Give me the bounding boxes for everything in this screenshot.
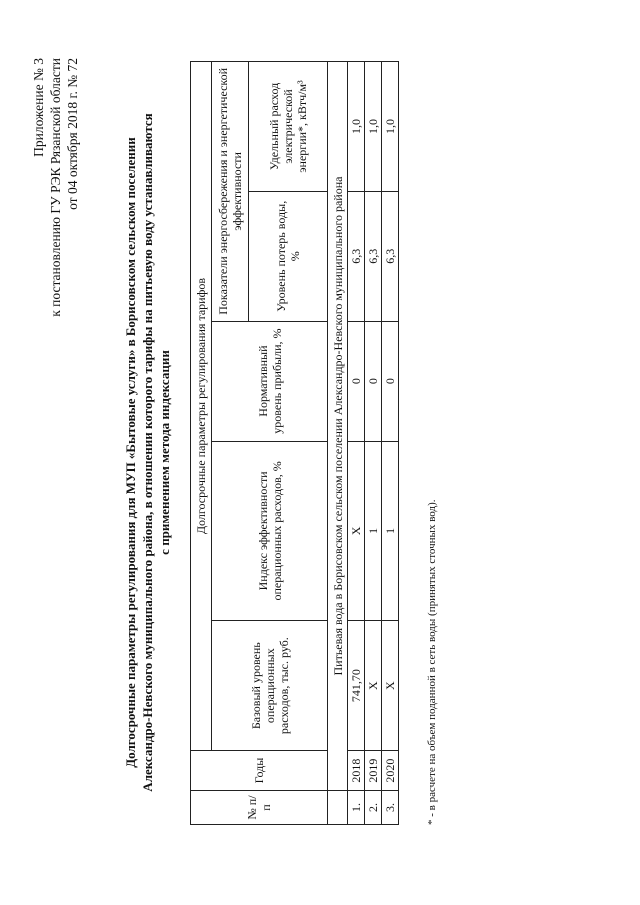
cell-energy-use: 1,0 [365, 62, 382, 192]
cell-num: 2. [365, 791, 382, 825]
appendix-block [30, 58, 81, 317]
title-line-2: Александро-Невского муниципального района, в отношении которого тарифы на питьевую воду устанавливаются [140, 113, 155, 792]
header-efficiency-index: Индекс эффективности операционных расходов, % [212, 441, 328, 621]
cell-energy-use: 1,0 [348, 62, 365, 192]
cell-profit-level: 0 [365, 321, 382, 441]
cell-base-level: 741,70 [348, 621, 365, 751]
cell-efficiency-index: 1 [365, 441, 382, 621]
cell-water-loss: 6,3 [365, 191, 382, 321]
header-energy-group: Показатели энергосбережения и энергетической эффективности [212, 62, 249, 322]
cell-base-level: Х [365, 621, 382, 751]
section-empty [328, 791, 348, 825]
header-years: Годы [191, 751, 328, 791]
table-row [382, 62, 399, 825]
cell-num: 3. [382, 791, 399, 825]
cell-water-loss: 6,3 [348, 191, 365, 321]
footnote: * - в расчете на объем поданной в сеть воды (принятых сточных вод). [426, 499, 438, 825]
cell-year: 2018 [348, 751, 365, 791]
cell-energy-use: 1,0 [382, 62, 399, 192]
cell-num: 1. [348, 791, 365, 825]
tariff-parameters-table [190, 61, 399, 825]
header-water-loss: Уровень потерь воды, % [249, 191, 328, 321]
title-line-1: Долгосрочные параметры регулирования для МУП «Бытовые услуги» в Борисовском сельском поселении [123, 137, 138, 768]
header-profit-level: Нормативный уровень прибыли, % [212, 321, 328, 441]
cell-water-loss: 6,3 [382, 191, 399, 321]
cell-year: 2020 [382, 751, 399, 791]
cell-efficiency-index: 1 [382, 441, 399, 621]
header-base-level: Базовый уровень операционных расходов, тыс. руб. [212, 621, 328, 751]
cell-base-level: Х [382, 621, 399, 751]
header-energy-use: Удельный расход электрической энергии*, кВтч/м³ [249, 62, 328, 192]
title-line-3: с применением метода индексации [157, 350, 172, 555]
table-row [348, 62, 365, 825]
cell-profit-level: 0 [382, 321, 399, 441]
document-title [122, 50, 173, 855]
header-group: Долгосрочные параметры регулирования тарифов [191, 62, 212, 751]
section-label: Питьевая вода в Борисовском сельском поселении Александро-Невского муниципального района [328, 62, 348, 791]
cell-efficiency-index: Х [348, 441, 365, 621]
table-row [365, 62, 382, 825]
appendix-resolution: к постановлению ГУ РЭК Рязанской области [48, 58, 63, 317]
appendix-date: от 04 октября 2018 г. № 72 [65, 58, 80, 210]
cell-profit-level: 0 [348, 321, 365, 441]
header-num: № п/п [191, 791, 328, 825]
cell-year: 2019 [365, 751, 382, 791]
appendix-number: Приложение № 3 [31, 58, 46, 157]
